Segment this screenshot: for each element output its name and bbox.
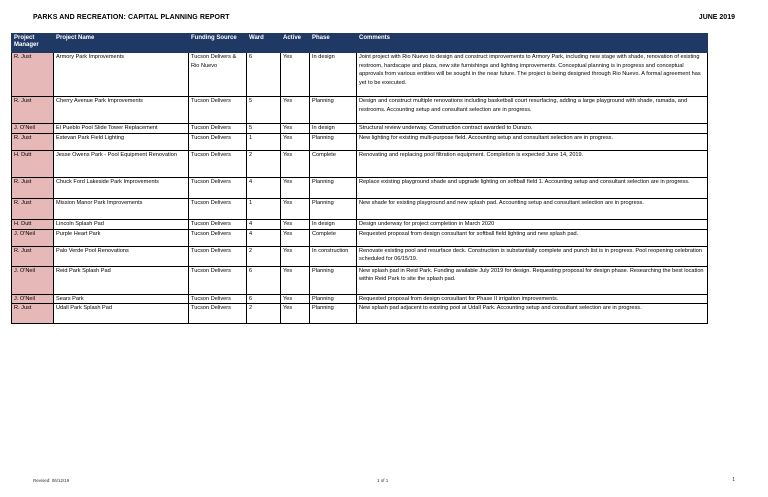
cell-ward: 5 (247, 124, 281, 134)
cell-ward: 1 (247, 199, 281, 220)
cell-project: Cherry Avenue Park Improvements (54, 97, 189, 124)
capital-planning-table (11, 33, 708, 324)
cell-project: Mission Manor Park Improvements (54, 199, 189, 220)
cell-funding: Tucson Delivers (189, 178, 247, 199)
cell-manager: J. O'Neil (12, 124, 54, 134)
cell-manager: R. Just (12, 178, 54, 199)
cell-comments: New lighting for existing multi-purpose field. Accounting setup and consultant selection are in progress. (357, 134, 708, 151)
column-header-phase: Phase (310, 34, 357, 53)
cell-manager: H. Dutt (12, 151, 54, 178)
cell-project: Lincoln Splash Pad (54, 220, 189, 230)
cell-project: Armory Park Improvements (54, 53, 189, 97)
column-header-comments: Comments (357, 34, 708, 53)
cell-ward: 2 (247, 246, 281, 266)
report-title: PARKS AND RECREATION: CAPITAL PLANNING REPORT (33, 14, 230, 21)
cell-active: Yes (281, 151, 310, 178)
cell-phase: Planning (310, 266, 357, 294)
footer-page-of: 1 of 1 (377, 478, 389, 483)
column-header-ward: Ward (247, 34, 281, 53)
cell-manager: J. O'Neil (12, 229, 54, 246)
cell-phase: Planning (310, 97, 357, 124)
footer-revised-date: Revised: 06/12/19 (33, 478, 70, 483)
cell-phase: In construction (310, 246, 357, 266)
cell-comments: Joint project with Rio Nuevo to design and construct improvements to Armory Park, including new stage with shade, renovation of existing restroom, hardscape and plaza, new site furnishings and lighting improvements. Conceptual planning is in progress and conceptual approvals from various entities will be sought in the near future. The project is being designed through Rio Nuevo. A formal agreement has yet to be executed. (357, 53, 708, 97)
cell-manager: R. Just (12, 53, 54, 97)
cell-active: Yes (281, 178, 310, 199)
cell-funding: Tucson Delivers (189, 151, 247, 178)
cell-phase: Complete (310, 229, 357, 246)
table-row (12, 246, 708, 266)
cell-funding: Tucson Delivers (189, 97, 247, 124)
cell-project: Purple Heart Park (54, 229, 189, 246)
cell-manager: H. Dutt (12, 220, 54, 230)
cell-phase: In design (310, 220, 357, 230)
table-row (12, 199, 708, 220)
cell-active: Yes (281, 246, 310, 266)
table-row (12, 178, 708, 199)
report-date: JUNE 2019 (698, 14, 735, 21)
table-row (12, 220, 708, 230)
cell-project: Reid Park Splash Pad (54, 266, 189, 294)
cell-manager: R. Just (12, 246, 54, 266)
footer-page-number: 1 (732, 477, 735, 483)
cell-project: Sears Park (54, 294, 189, 304)
cell-phase: Planning (310, 294, 357, 304)
cell-comments: Requested proposal from design consultant for softball field lighting and new splash pad. (357, 229, 708, 246)
cell-funding: Tucson Delivers (189, 220, 247, 230)
table-row (12, 134, 708, 151)
cell-comments: Design and construct multiple renovations including basketball court resurfacing, adding a large playground with shade, ramada, and restrooms. Accounting setup and consultant selection are in progress. (357, 97, 708, 124)
cell-ward: 6 (247, 266, 281, 294)
cell-funding: Tucson Delivers & Rio Nuevo (189, 53, 247, 97)
table-row (12, 124, 708, 134)
cell-ward: 6 (247, 294, 281, 304)
cell-active: Yes (281, 294, 310, 304)
cell-ward: 2 (247, 151, 281, 178)
column-header-project: Project Name (54, 34, 189, 53)
cell-phase: Planning (310, 134, 357, 151)
cell-active: Yes (281, 97, 310, 124)
table-row (12, 53, 708, 97)
table-row (12, 97, 708, 124)
cell-comments: Requested proposal from design consultant for Phase II irrigation improvements. (357, 294, 708, 304)
cell-comments: Renovating and replacing pool filtration equipment. Completion is expected June 14, 2019. (357, 151, 708, 178)
cell-comments: Design underway for project completion in March 2020 (357, 220, 708, 230)
cell-funding: Tucson Delivers (189, 124, 247, 134)
cell-funding: Tucson Delivers (189, 294, 247, 304)
cell-comments: New shade for existing playground and new splash pad. Accounting setup and consultant selection are in progress. (357, 199, 708, 220)
column-header-manager: Project Manager (12, 34, 54, 53)
column-header-active: Active (281, 34, 310, 53)
cell-project: Palo Verde Pool Renovations (54, 246, 189, 266)
cell-ward: 4 (247, 229, 281, 246)
cell-project: Estevan Park Field Lighting (54, 134, 189, 151)
cell-active: Yes (281, 229, 310, 246)
cell-funding: Tucson Delivers (189, 246, 247, 266)
cell-phase: In design (310, 53, 357, 97)
cell-comments: New splash pad adjacent to existing pool at Udall Park. Accounting setup and consultant selection are in progress. (357, 304, 708, 324)
cell-ward: 1 (247, 134, 281, 151)
cell-active: Yes (281, 220, 310, 230)
cell-phase: In design (310, 124, 357, 134)
cell-project: Udall Park Splash Pad (54, 304, 189, 324)
cell-active: Yes (281, 199, 310, 220)
cell-phase: Planning (310, 304, 357, 324)
cell-manager: R. Just (12, 97, 54, 124)
cell-manager: J. O'Neil (12, 266, 54, 294)
cell-project: Chuck Ford Lakeside Park Improvements (54, 178, 189, 199)
cell-active: Yes (281, 124, 310, 134)
cell-project: Jesse Owens Park - Pool Equipment Renovation (54, 151, 189, 178)
cell-funding: Tucson Delivers (189, 199, 247, 220)
cell-comments: Renovate existing pool and resurface deck. Construction is substantially complete and punch list is in progress. Pool reopening celebration scheduled for 06/15/19. (357, 246, 708, 266)
table-row (12, 266, 708, 294)
table-row (12, 294, 708, 304)
cell-funding: Tucson Delivers (189, 304, 247, 324)
cell-manager: R. Just (12, 199, 54, 220)
cell-comments: Replace existing playground shade and upgrade lighting on softball field 1. Accounting setup and consultant selection are in progress. (357, 178, 708, 199)
cell-ward: 5 (247, 97, 281, 124)
cell-project: El Pueblo Pool Slide Tower Replacement (54, 124, 189, 134)
cell-ward: 4 (247, 178, 281, 199)
cell-ward: 6 (247, 53, 281, 97)
cell-comments: Structural review underway. Construction contract awarded to Durazo. (357, 124, 708, 134)
table-header-row (12, 34, 708, 53)
cell-phase: Planning (310, 178, 357, 199)
cell-ward: 4 (247, 220, 281, 230)
column-header-funding: Funding Source (189, 34, 247, 53)
cell-comments: New splash pad in Reid Park. Funding available July 2019 for design. Requesting proposal for design phase. Researching the best location within Reid Park to site the splash pad. (357, 266, 708, 294)
cell-manager: R. Just (12, 134, 54, 151)
cell-manager: J. O'Neil (12, 294, 54, 304)
cell-ward: 2 (247, 304, 281, 324)
cell-phase: Complete (310, 151, 357, 178)
cell-phase: Planning (310, 199, 357, 220)
cell-manager: R. Just (12, 304, 54, 324)
cell-active: Yes (281, 266, 310, 294)
table-row (12, 304, 708, 324)
cell-funding: Tucson Delivers (189, 266, 247, 294)
cell-active: Yes (281, 304, 310, 324)
cell-active: Yes (281, 53, 310, 97)
table-row (12, 229, 708, 246)
cell-active: Yes (281, 134, 310, 151)
table-row (12, 151, 708, 178)
cell-funding: Tucson Delivers (189, 134, 247, 151)
cell-funding: Tucson Delivers (189, 229, 247, 246)
